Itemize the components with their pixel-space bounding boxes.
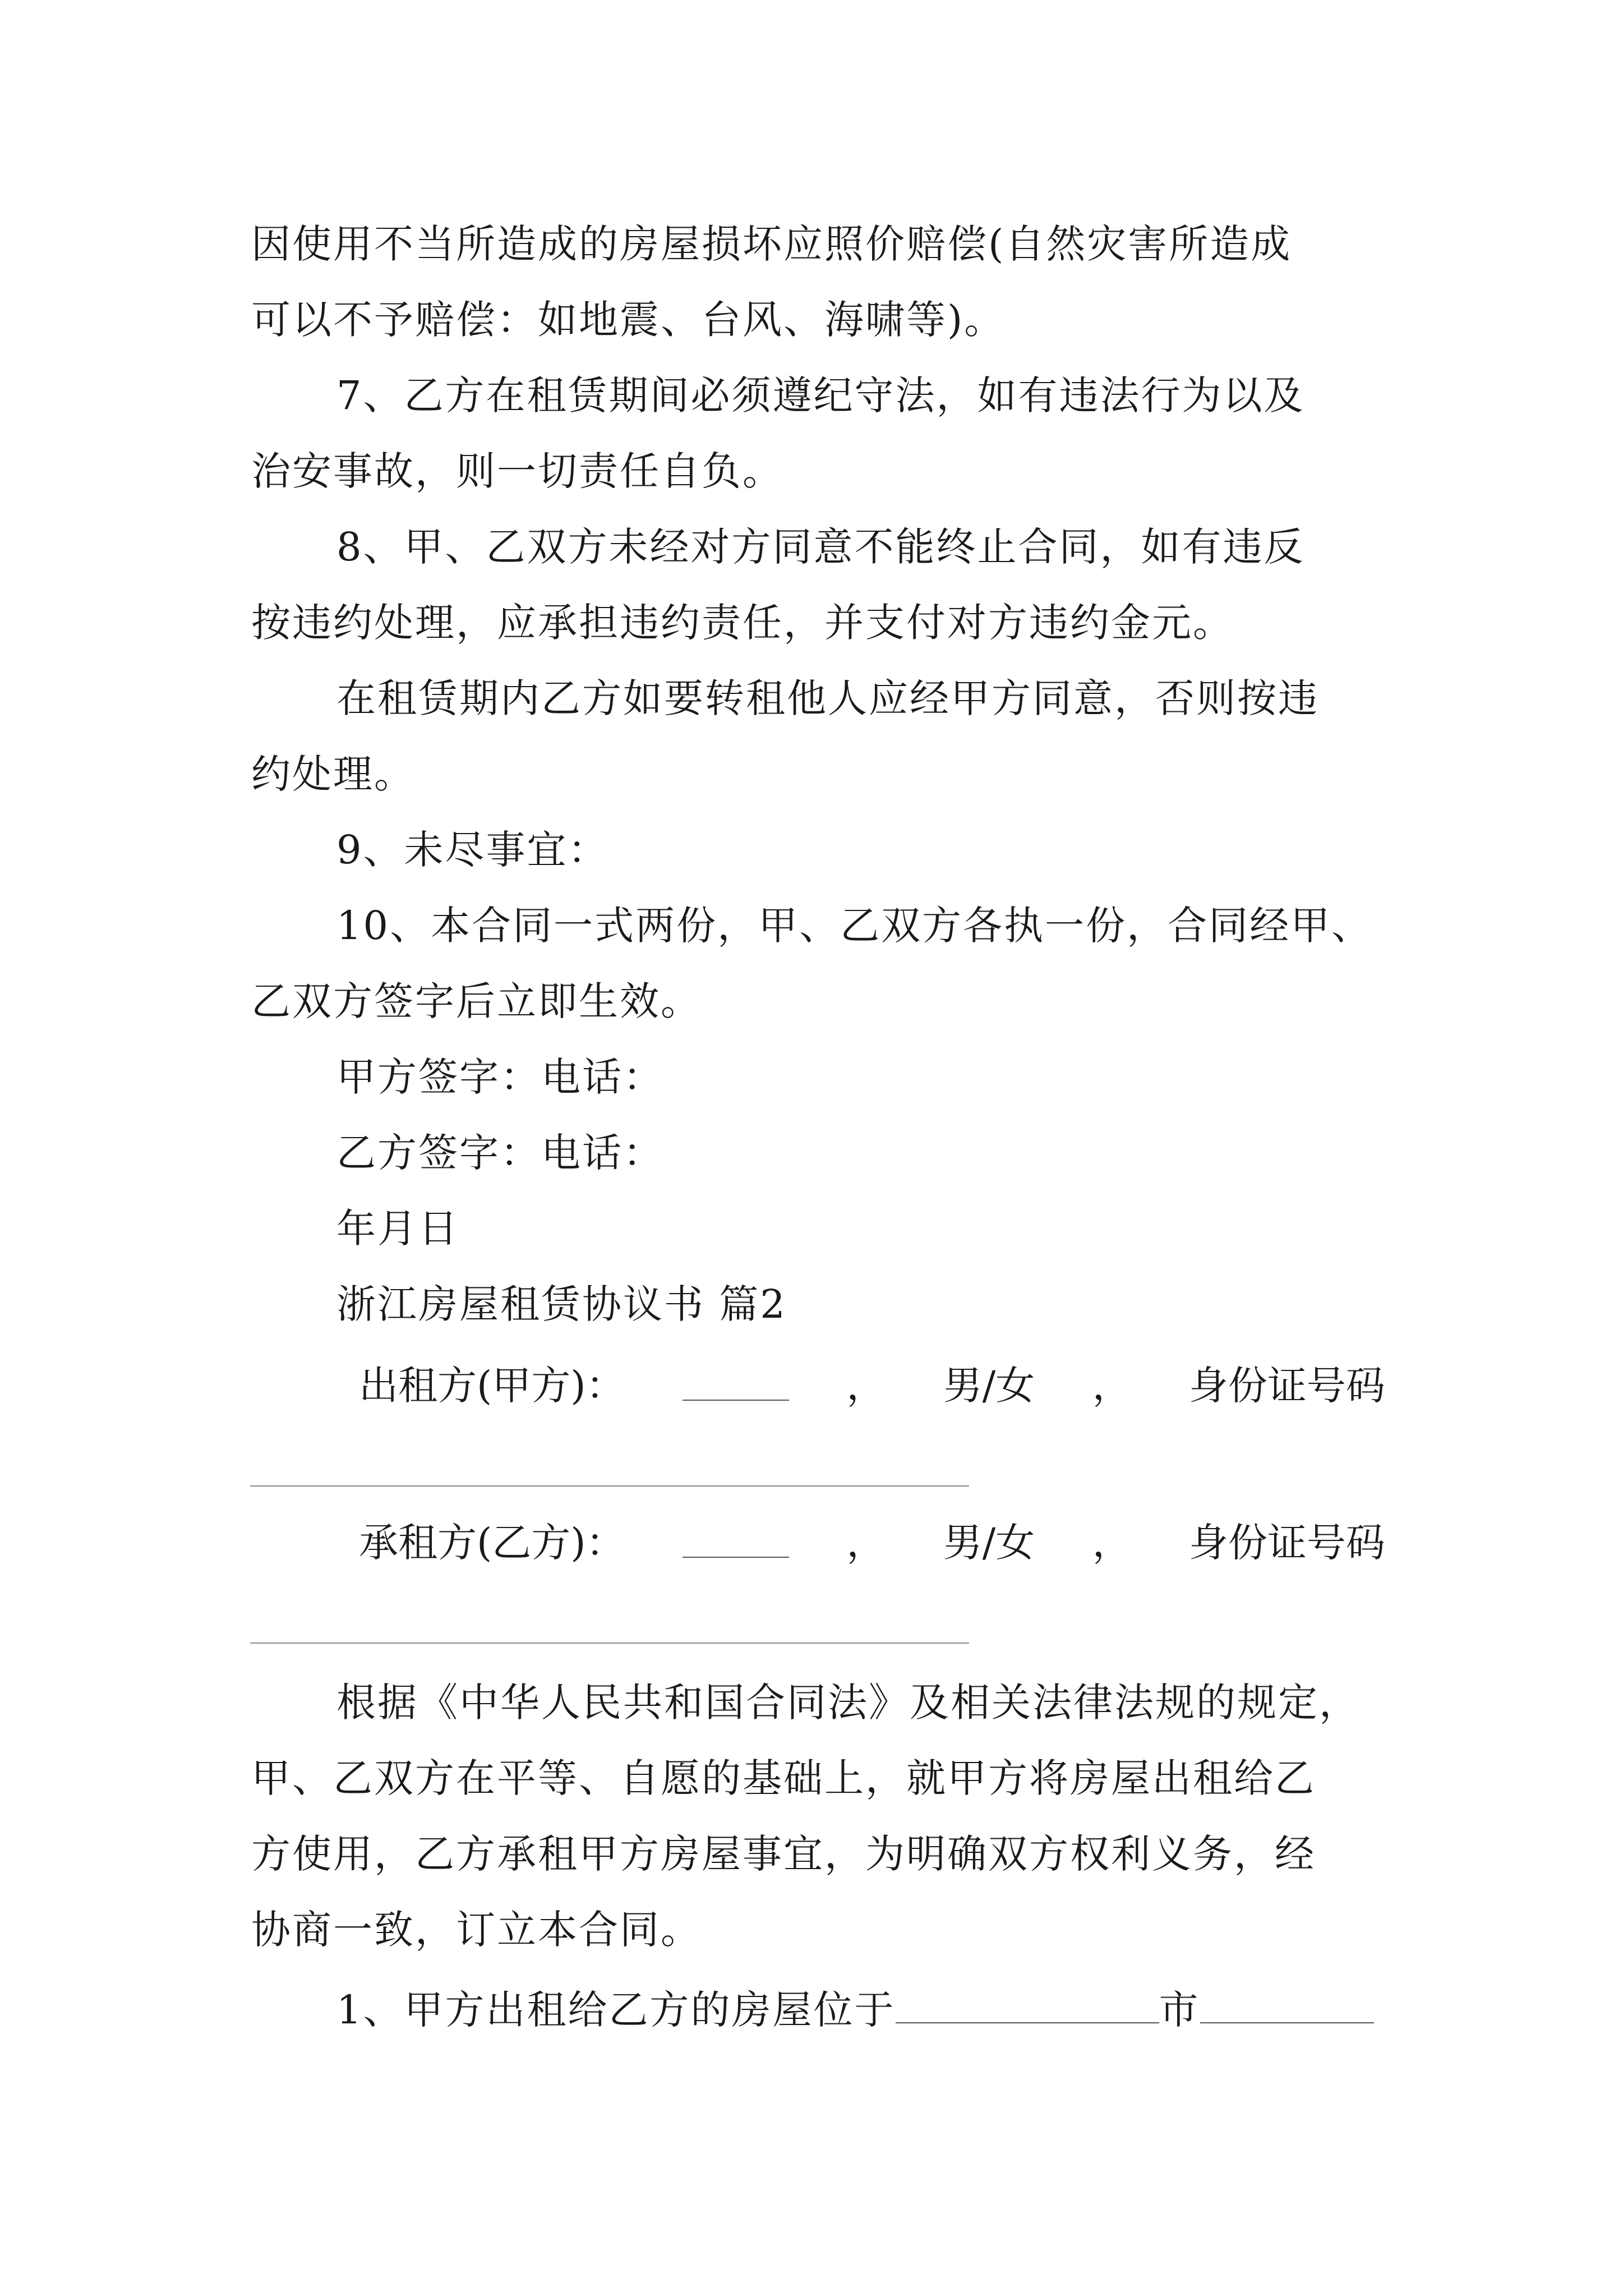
clause-8-line: 8、甲、乙双方未经对方同意不能终止合同，如有违反: [336, 524, 1305, 570]
section-title: 浙江房屋租赁协议书 篇2: [336, 1281, 787, 1327]
text-line: 方使用，乙方承租甲方房屋事宜，为明确双方权利义务，经: [251, 1831, 1316, 1877]
city-label: 市: [1159, 1987, 1200, 2033]
text-line: 因使用不当所造成的房屋损坏应照价赔偿(自然灾害所造成: [251, 221, 1292, 267]
location-blank[interactable]: [896, 1989, 1159, 2023]
lessee-id-label: 身份证号码: [1188, 1520, 1385, 1566]
lessee-id-blank[interactable]: [250, 1642, 969, 1644]
clause-7-line: 7、乙方在租赁期间必须遵纪守法，如有违法行为以及: [336, 372, 1305, 418]
clause-10-line: 10、本合同一式两份，甲、乙双方各执一份，合同经甲、: [336, 903, 1373, 949]
text-line: 约处理。: [251, 751, 415, 797]
party-b-signature: 乙方签字：电话：: [336, 1130, 664, 1176]
sublease-line: 在租赁期内乙方如要转租他人应经甲方同意，否则按违: [336, 675, 1319, 721]
lessor-label: 出租方(甲方)：: [359, 1363, 625, 1409]
lessor-id-label: 身份证号码: [1188, 1363, 1385, 1409]
preamble-line: 根据《中华人民共和国合同法》及相关法律法规的规定，: [336, 1680, 1360, 1726]
text-line: 按违约处理，应承担违约责任，并支付对方违约金元。: [251, 600, 1234, 646]
lessee-label: 承租方(乙方)：: [359, 1520, 625, 1566]
district-blank[interactable]: [1200, 1989, 1374, 2023]
lessor-gender: 男/女: [943, 1363, 1035, 1409]
text-line: 乙双方签字后立即生效。: [251, 978, 702, 1024]
text-line: 治安事故，则一切责任自负。: [251, 448, 783, 494]
date-line: 年月日: [336, 1205, 459, 1251]
text-line: 协商一致，订立本合同。: [251, 1907, 702, 1953]
lessee-line: [359, 1520, 1385, 1566]
separator: ，: [846, 1363, 886, 1409]
lessor-name-blank[interactable]: [683, 1366, 789, 1401]
lessee-gender: 男/女: [943, 1520, 1035, 1566]
clause-1-line: [336, 1987, 1374, 2033]
clause-1-prefix: 1、甲方出租给乙方的房屋位于: [336, 1987, 896, 2033]
separator: ，: [1092, 1520, 1132, 1566]
clause-9-line: 9、未尽事宜：: [336, 827, 609, 873]
separator: ，: [1092, 1363, 1132, 1409]
text-line: 可以不予赔偿：如地震、台风、海啸等)。: [251, 297, 1006, 343]
lessee-name-blank[interactable]: [683, 1523, 789, 1558]
separator: ，: [846, 1520, 886, 1566]
party-a-signature: 甲方签字：电话：: [336, 1054, 664, 1100]
lessor-id-blank[interactable]: [250, 1485, 969, 1487]
lessor-line: [359, 1363, 1385, 1409]
text-line: 甲、乙双方在平等、自愿的基础上，就甲方将房屋出租给乙: [251, 1755, 1316, 1801]
